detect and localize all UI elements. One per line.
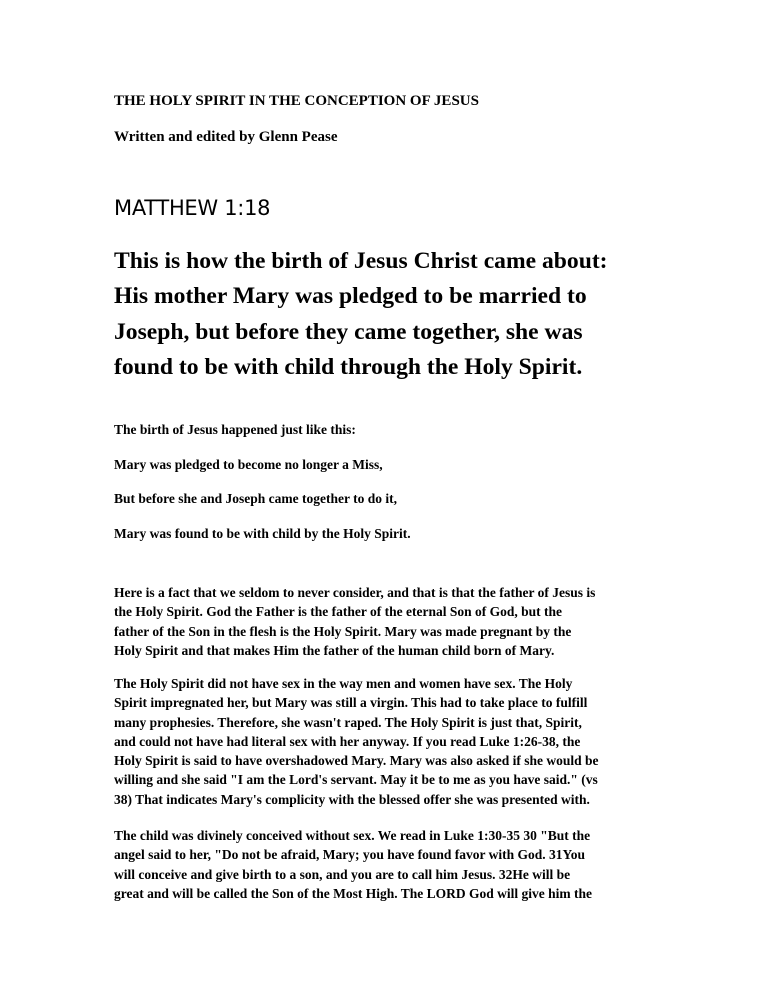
paragraph-line: willing and she said "I am the Lord's servant. May it be to me as you have said." (vs bbox=[114, 772, 598, 788]
verse-line: found to be with child through the Holy Spirit. bbox=[114, 353, 583, 380]
paragraph-line: many prophesies. Therefore, she wasn't raped. The Holy Spirit is just that, Spirit, bbox=[114, 714, 582, 730]
paragraph-line: the Holy Spirit. God the Father is the father of the eternal Son of God, but the bbox=[114, 604, 562, 620]
paragraph-line: Holy Spirit and that makes Him the father of the human child born of Mary. bbox=[114, 642, 555, 658]
paragraph-line: The child was divinely conceived without sex. We read in Luke 1:30-35 30 "But the bbox=[114, 828, 591, 843]
paragraph-line: Holy Spirit is said to have overshadowed Mary. Mary was also asked if she would be bbox=[114, 753, 599, 769]
paragraph-line: father of the Son in the flesh is the Holy Spirit. Mary was made pregnant by the bbox=[114, 623, 572, 639]
poem-line: The birth of Jesus happened just like this: bbox=[114, 422, 356, 437]
poem-line: But before she and Joseph came together to do it, bbox=[114, 491, 397, 506]
poem-line: Mary was pledged to become no longer a Miss, bbox=[114, 456, 383, 472]
paragraph-line: Here is a fact that we seldom to never consider, and that is that the father of Jesus is bbox=[114, 585, 596, 600]
poem-line: Mary was found to be with child by the Holy Spirit. bbox=[114, 525, 411, 541]
poem bbox=[114, 422, 411, 560]
paragraph-luke-quote bbox=[114, 826, 659, 903]
paragraph-line: and could not have had literal sex with her anyway. If you read Luke 1:26-38, the bbox=[114, 733, 581, 749]
paragraph-line: will conceive and give birth to a son, and you are to call him Jesus. 32He will be bbox=[114, 866, 571, 882]
paragraph-line: great and will be called the Son of the Most High. The LORD God will give him the bbox=[114, 885, 593, 901]
paragraph-line: Spirit impregnated her, but Mary was still a virgin. This had to take place to fulfill bbox=[114, 695, 588, 711]
verse-line: This is how the birth of Jesus Christ came about: bbox=[114, 248, 608, 274]
document-title: THE HOLY SPIRIT IN THE CONCEPTION OF JESUS bbox=[114, 93, 479, 109]
scripture-verse bbox=[114, 244, 659, 385]
author-byline: Written and edited by Glenn Pease bbox=[114, 129, 338, 145]
paragraph-line: angel said to her, "Do not be afraid, Mary; you have found favor with God. 31You bbox=[114, 847, 586, 863]
paragraph-line: The Holy Spirit did not have sex in the way men and women have sex. The Holy bbox=[114, 676, 573, 691]
paragraph-line: 38) That indicates Mary's complicity with the blessed offer she was presented with. bbox=[114, 791, 590, 807]
document-page bbox=[114, 0, 659, 994]
verse-line: Joseph, but before they came together, she was bbox=[114, 318, 583, 345]
paragraph-father-of-jesus bbox=[114, 583, 659, 660]
paragraph-virgin-conception bbox=[114, 674, 659, 809]
verse-line: His mother Mary was pledged to be married to bbox=[114, 283, 587, 310]
scripture-reference: MATTHEW 1:18 bbox=[114, 196, 271, 220]
